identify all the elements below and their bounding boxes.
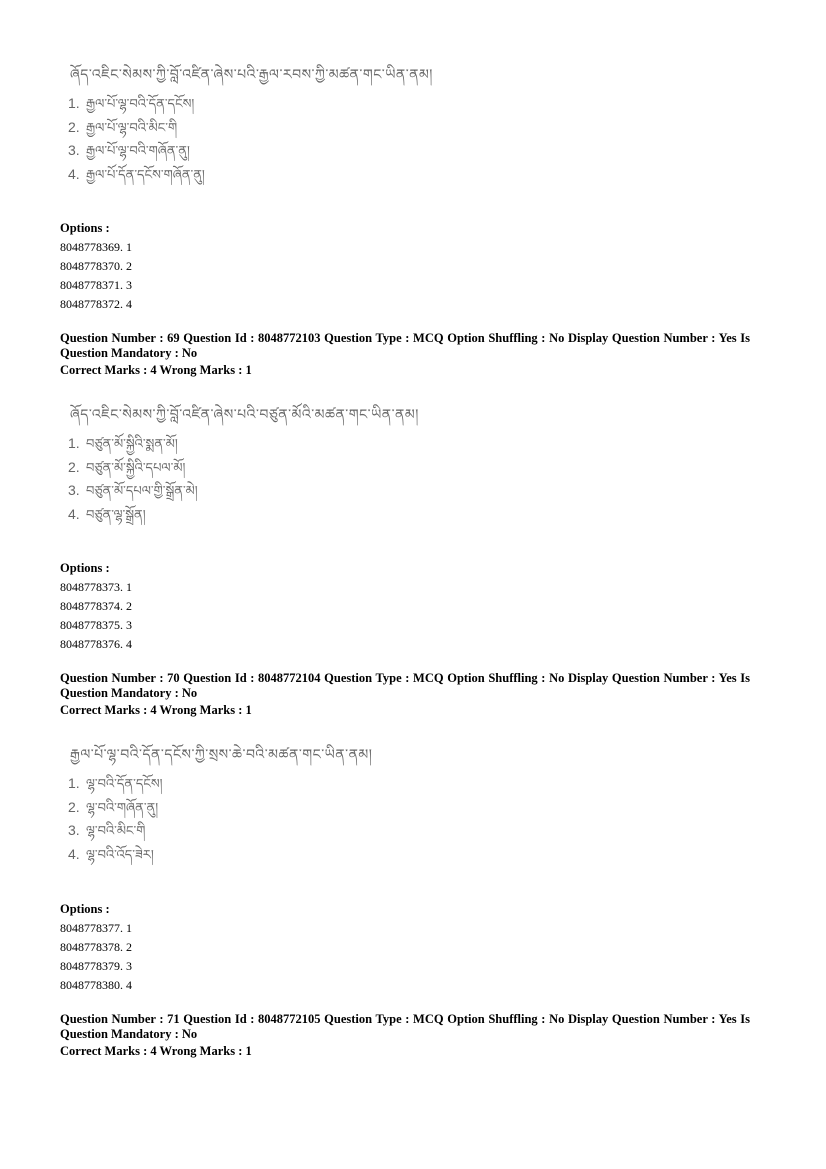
choice-number: 2. bbox=[68, 118, 80, 135]
option-id: 8048778376. 4 bbox=[60, 637, 132, 651]
choice-item bbox=[68, 843, 420, 867]
question-stem: ཞོད་འཇིང་སེམས་ཀྱི་བློ་འཛིན་ཞེས་པའི་རྒྱལ་རབས་ཀྱི་མཚན་གང་ཡིན་ནམ། bbox=[70, 67, 433, 83]
choice-text: བཙུན་མོ་དཔལ་གྱི་སྒྲོན་མེ། bbox=[86, 484, 198, 499]
option-id: 8048778370. 2 bbox=[60, 259, 132, 273]
question-info: Question Number : 69 Question Id : 8048772103 Question Type : MCQ Option Shuffling : No Display Question Number : Yes Is Question Mandatory : No bbox=[60, 331, 750, 360]
marks-info: Correct Marks : 4 Wrong Marks : 1 bbox=[60, 1044, 252, 1058]
question-image bbox=[60, 740, 420, 866]
option-id: 8048778378. 2 bbox=[60, 940, 132, 954]
choice-number: 3. bbox=[68, 822, 80, 838]
choice-number: 4. bbox=[68, 505, 80, 522]
choice-item bbox=[68, 139, 420, 163]
choice-item bbox=[68, 479, 420, 503]
option-id: 8048778375. 3 bbox=[60, 618, 132, 632]
choice-text: རྒྱལ་པོ་ལྷ་བའི་མིང་གི bbox=[86, 120, 178, 136]
option-id: 8048778371. 3 bbox=[60, 278, 132, 292]
options-label: Options : bbox=[60, 561, 110, 575]
question-meta bbox=[60, 331, 750, 378]
choice-number: 4. bbox=[68, 845, 80, 862]
option-id: 8048778379. 3 bbox=[60, 959, 132, 973]
option-id: 8048778374. 2 bbox=[60, 599, 132, 613]
marks-info: Correct Marks : 4 Wrong Marks : 1 bbox=[60, 363, 252, 377]
choice-text: ལྷ་བའི་གཞོན་ནུ། bbox=[86, 800, 159, 816]
options-block bbox=[60, 559, 132, 654]
choice-text: བཙུན་མོ་སྐྱིའི་དཔལ་མོ། bbox=[86, 460, 186, 476]
choice-number: 3. bbox=[68, 142, 80, 158]
choice-text: རྒྱལ་པོ་ལྷ་བའི་གཞོན་ནུ། bbox=[86, 144, 190, 159]
choice-item bbox=[68, 456, 420, 480]
question-info: Question Number : 70 Question Id : 8048772104 Question Type : MCQ Option Shuffling : No Display Question Number : Yes Is Question Mandatory : No bbox=[60, 671, 750, 700]
choice-text: བཙུན་ལྷ་སྒྲོན། bbox=[86, 507, 146, 523]
choice-text: རྒྱལ་པོ་ལྷ་བའི་དོན་དངོས། bbox=[86, 97, 195, 112]
option-id: 8048778372. 4 bbox=[60, 297, 132, 311]
choice-text: ལྷ་བའི་འོད་ཟེར། bbox=[86, 847, 154, 863]
choice-item bbox=[68, 116, 420, 140]
question-meta bbox=[60, 671, 750, 718]
option-id: 8048778377. 1 bbox=[60, 921, 132, 935]
choice-number: 4. bbox=[68, 165, 80, 182]
options-label: Options : bbox=[60, 902, 110, 916]
option-id: 8048778369. 1 bbox=[60, 240, 132, 254]
options-block bbox=[60, 900, 132, 995]
option-id: 8048778373. 1 bbox=[60, 580, 132, 594]
question-image bbox=[60, 400, 420, 526]
question-image bbox=[60, 60, 433, 186]
marks-info: Correct Marks : 4 Wrong Marks : 1 bbox=[60, 703, 252, 717]
choice-item bbox=[68, 819, 420, 843]
choice-number: 2. bbox=[68, 798, 80, 815]
choice-item bbox=[68, 796, 420, 820]
choice-item bbox=[68, 163, 420, 187]
choice-item bbox=[68, 432, 420, 456]
choice-number: 3. bbox=[68, 482, 80, 498]
question-stem: རྒྱལ་པོ་ལྷ་བའི་དོན་དངོས་ཀྱི་སྲས་ཆེ་བའི་མཚན་གང་ཡིན་ནམ། bbox=[70, 747, 373, 763]
choice-item bbox=[68, 92, 420, 116]
choice-item bbox=[68, 772, 420, 796]
choice-list bbox=[60, 432, 420, 526]
choice-number: 1. bbox=[68, 95, 80, 111]
question-stem: ཞོད་འཇིང་སེམས་ཀྱི་བློ་འཛིན་ཞེས་པའི་བཙུན་མོའི་མཚན་གང་ཡིན་ནམ། bbox=[70, 407, 419, 423]
options-block bbox=[60, 219, 132, 314]
choice-list bbox=[60, 772, 420, 866]
question-info: Question Number : 71 Question Id : 8048772105 Question Type : MCQ Option Shuffling : No Display Question Number : Yes Is Question Mandatory : No bbox=[60, 1012, 750, 1041]
choice-item bbox=[68, 503, 420, 527]
question-meta bbox=[60, 1012, 750, 1059]
choice-number: 2. bbox=[68, 458, 80, 475]
choice-number: 1. bbox=[68, 435, 80, 451]
choice-number: 1. bbox=[68, 775, 80, 791]
choice-text: རྒྱལ་པོ་དོན་དངོས་གཞོན་ནུ། bbox=[86, 167, 205, 183]
choice-text: ལྷ་བའི་དོན་དངོས། bbox=[86, 777, 163, 792]
options-label: Options : bbox=[60, 221, 110, 235]
option-id: 8048778380. 4 bbox=[60, 978, 132, 992]
choice-list bbox=[60, 92, 420, 186]
choice-text: ལྷ་བའི་མིང་གི bbox=[86, 824, 146, 839]
choice-text: བཙུན་མོ་སྐྱིའི་སྨན་མོ། bbox=[86, 437, 178, 452]
